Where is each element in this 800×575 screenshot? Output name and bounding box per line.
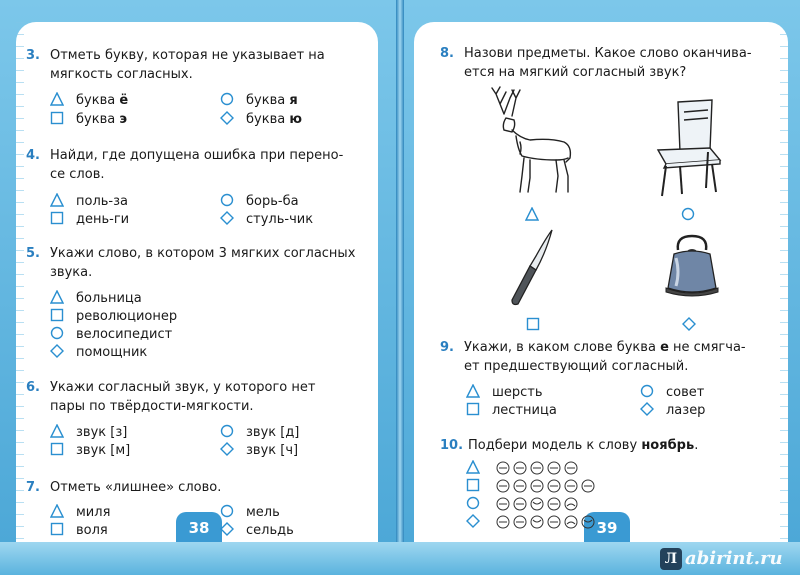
square-icon: [50, 522, 64, 536]
reindeer-icon: [486, 84, 578, 196]
option-triangle[interactable]: поль-за: [50, 193, 128, 211]
sound-model-4: [496, 515, 596, 529]
question-text: Найди, где допущена ошибка при перено- се слов.: [50, 148, 344, 182]
option-circle[interactable]: мель: [220, 504, 280, 522]
question-number: 5.: [26, 246, 40, 261]
knife-answer[interactable]: [526, 314, 552, 333]
question-number: 7.: [26, 480, 40, 495]
option-square[interactable]: день-ги: [50, 211, 129, 229]
right-page-number: 39: [584, 512, 630, 542]
model-option-square[interactable]: [466, 478, 596, 496]
question-text: Отметь «лишнее» слово.: [50, 480, 222, 495]
question-number: 8.: [440, 46, 454, 61]
triangle-icon: [525, 207, 539, 221]
option-triangle[interactable]: больница: [50, 290, 142, 308]
square-icon: [50, 211, 64, 225]
logo-icon: Л: [660, 548, 682, 570]
square-icon: [526, 317, 540, 331]
model-option-circle[interactable]: [466, 496, 596, 514]
triangle-icon: [50, 290, 64, 304]
question-9: [440, 338, 770, 378]
left-page-number: 38: [176, 512, 222, 542]
sound-model-3: [496, 497, 596, 511]
triangle-icon: [466, 384, 480, 398]
kettle-icon: [662, 232, 722, 298]
diamond-icon: [50, 344, 64, 358]
question-text: Укажи, в каком слове буква е не смягча- ет предшествующий согласный.: [464, 340, 746, 374]
question-number: 4.: [26, 148, 40, 163]
option-diamond[interactable]: буква ю: [220, 111, 302, 129]
option-square[interactable]: лестница: [466, 402, 557, 420]
option-square[interactable]: буква э: [50, 111, 127, 129]
diamond-icon: [466, 514, 480, 528]
triangle-icon: [50, 92, 64, 106]
circle-icon: [50, 326, 64, 340]
reindeer-picture: [486, 84, 578, 200]
option-diamond[interactable]: сельдь: [220, 522, 294, 540]
option-diamond[interactable]: помощник: [50, 344, 147, 362]
circle-icon: [220, 424, 234, 438]
knife-picture: [506, 228, 558, 312]
question-number: 3.: [26, 48, 40, 63]
square-icon: [466, 478, 480, 492]
diamond-icon: [220, 211, 234, 225]
question-text: Укажи слово, в котором 3 мягких согласных звука.: [50, 246, 356, 280]
diamond-icon: [220, 442, 234, 456]
option-diamond[interactable]: стуль-чик: [220, 211, 313, 229]
circle-icon: [220, 193, 234, 207]
chair-answer[interactable]: [681, 204, 707, 223]
question-number: 9.: [440, 340, 454, 355]
question-8: [440, 44, 770, 84]
question-text: Подбери модель к слову ноябрь.: [468, 438, 699, 453]
diamond-icon: [220, 111, 234, 125]
circle-icon: [466, 496, 480, 510]
question-text: Отметь букву, которая не указывает на мягкость согласных.: [50, 48, 325, 82]
question-10: [440, 436, 770, 456]
question-number: 6.: [26, 380, 40, 395]
triangle-icon: [50, 424, 64, 438]
circle-icon: [681, 207, 695, 221]
option-circle[interactable]: звук [д]: [220, 424, 299, 442]
option-triangle[interactable]: миля: [50, 504, 110, 522]
option-square[interactable]: воля: [50, 522, 108, 540]
model-option-diamond[interactable]: [466, 514, 596, 532]
model-option-triangle[interactable]: [466, 460, 596, 478]
reindeer-answer[interactable]: [525, 204, 551, 223]
square-icon: [50, 308, 64, 322]
diamond-icon: [640, 402, 654, 416]
circle-icon: [640, 384, 654, 398]
book-spine: [396, 0, 404, 575]
diamond-icon: [220, 522, 234, 536]
question-4: [26, 146, 360, 186]
square-icon: [466, 402, 480, 416]
option-circle[interactable]: буква я: [220, 92, 298, 110]
square-icon: [50, 111, 64, 125]
sound-model-2: [496, 479, 596, 493]
right-page: [414, 22, 788, 542]
left-margin-decoration: [16, 22, 24, 542]
option-square[interactable]: звук [м]: [50, 442, 130, 460]
question-text: Укажи согласный звук, у которого нет пары по твёрдости-мягкости.: [50, 380, 316, 414]
chair-icon: [650, 98, 724, 198]
left-page: [16, 22, 378, 542]
circle-icon: [220, 92, 234, 106]
question-3: [26, 46, 360, 86]
question-number: 10.: [440, 438, 464, 453]
option-square[interactable]: революционер: [50, 308, 177, 326]
sound-model-1: [496, 461, 596, 475]
question-7: [26, 478, 360, 498]
circle-icon: [220, 504, 234, 518]
triangle-icon: [50, 504, 64, 518]
option-triangle[interactable]: звук [з]: [50, 424, 127, 442]
chair-picture: [650, 98, 724, 202]
triangle-icon: [466, 460, 480, 474]
option-circle[interactable]: борь-ба: [220, 193, 299, 211]
option-triangle[interactable]: шерсть: [466, 384, 543, 402]
triangle-icon: [50, 193, 64, 207]
option-diamond[interactable]: звук [ч]: [220, 442, 298, 460]
right-margin-decoration: [780, 22, 788, 542]
option-circle[interactable]: велосипедист: [50, 326, 172, 344]
knife-icon: [506, 228, 558, 308]
diamond-icon: [682, 317, 696, 331]
question-5: [26, 244, 360, 284]
option-triangle[interactable]: буква ё: [50, 92, 128, 110]
option-circle[interactable]: совет: [640, 384, 704, 402]
publisher-watermark: Л abirint.ru: [660, 548, 783, 570]
kettle-answer[interactable]: [682, 314, 708, 333]
question-text: Назови предметы. Какое слово оканчива- ется на мягкий согласный звук?: [464, 46, 752, 80]
option-diamond[interactable]: лазер: [640, 402, 705, 420]
question-6: [26, 378, 360, 418]
square-icon: [50, 442, 64, 456]
kettle-picture: [662, 232, 722, 302]
